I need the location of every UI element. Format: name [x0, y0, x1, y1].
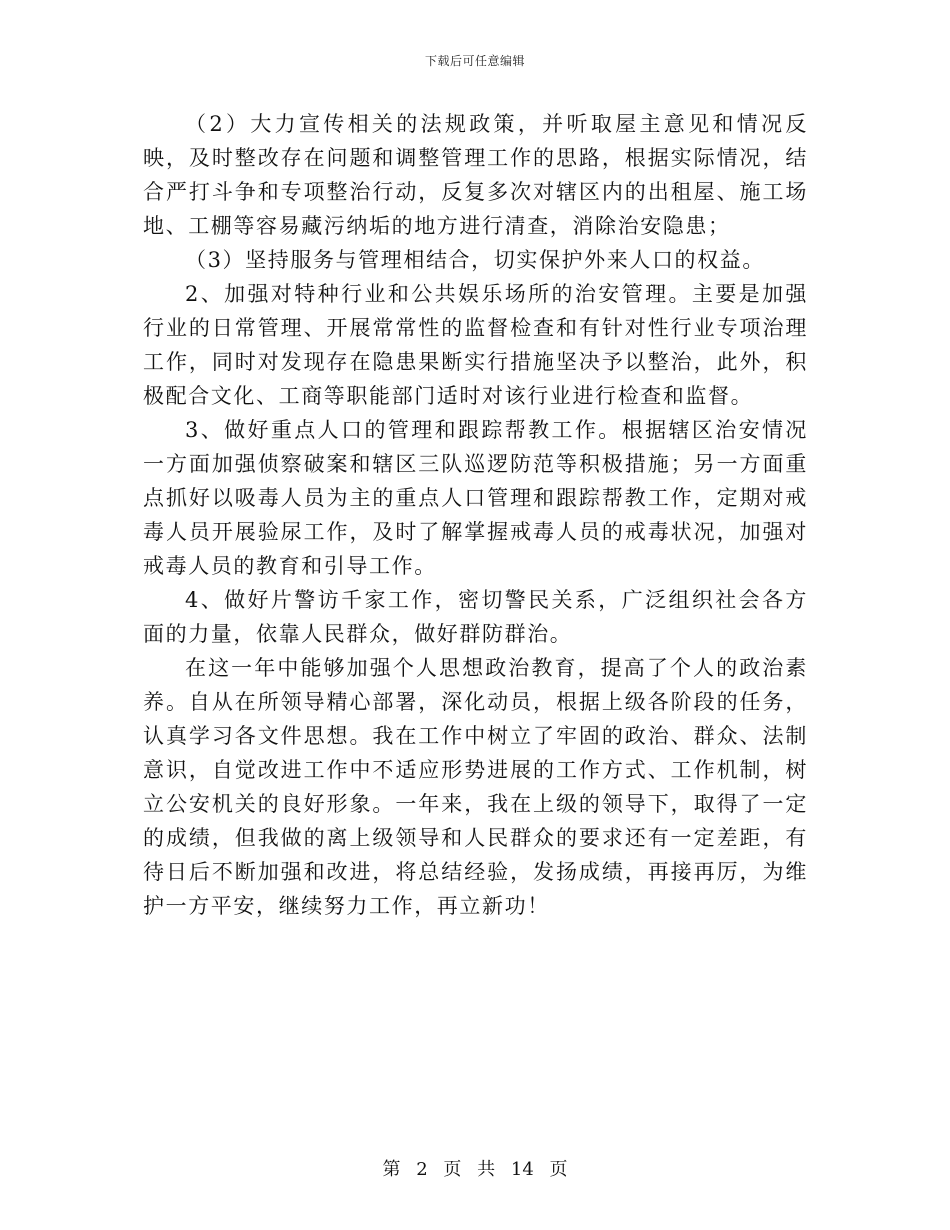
- footer-page-label: 页: [443, 1159, 462, 1180]
- paragraph-police-visits: 4、做好片警访千家工作，密切警民关系，广泛组织社会各方面的力量，依靠人民群众，做好群防群治。: [143, 588, 808, 646]
- header-note: 下载后可任意编辑: [424, 54, 525, 68]
- footer-suffix: 页: [549, 1159, 568, 1180]
- page-footer: [0, 1155, 950, 1181]
- footer-page-number: 2: [416, 1159, 428, 1180]
- footer-total-pages: 14: [510, 1159, 534, 1180]
- paragraph-special-industries: 2、加强对特种行业和公共娱乐场所的治安管理。主要是加强行业的日常管理、开展常常性的监督检查和有针对性行业专项治理工作，同时对发现存在隐患果断实行措施坚决予以整治，此外，积极配合文化、工商等职能部门适时对该行业进行检查和监督。: [143, 282, 808, 408]
- paragraph-key-population: 3、做好重点人口的管理和跟踪帮教工作。根据辖区治安情况一方面加强侦察破案和辖区三队巡逻防范等积极措施；另一方面重点抓好以吸毒人员为主的重点人口管理和跟踪帮教工作，定期对戒毒人员开展验尿工作，及时了解掌握戒毒人员的戒毒状况，加强对戒毒人员的教育和引导工作。: [143, 418, 808, 578]
- footer-prefix: 第: [382, 1159, 401, 1180]
- body-text: [143, 107, 808, 923]
- paragraph-item-2: （2）大力宣传相关的法规政策，并听取屋主意见和情况反映，及时整改存在问题和调整管理工作的思路，根据实际情况，结合严打斗争和专项整治行动，反复多次对辖区内的出租屋、施工场地、工棚等容易藏污纳垢的地方进行清查，消除治安隐患；: [143, 112, 808, 238]
- footer-total-label: 共: [477, 1159, 496, 1180]
- paragraph-summary: 在这一年中能够加强个人思想政治教育，提高了个人的政治素养。自从在所领导精心部署，深化动员，根据上级各阶段的任务，认真学习各文件思想。我在工作中树立了牢固的政治、群众、法制意识，自觉改进工作中不适应形势进展的工作方式、工作机制，树立公安机关的良好形象。一年来，我在上级的领导下，取得了一定的成绩，但我做的离上级领导和人民群众的要求还有一定差距，有待日后不断加强和改进，将总结经验，发扬成绩，再接再厉，为维护一方平安，继续努力工作，再立新功！: [143, 656, 808, 918]
- paragraph-item-3: （3）坚持服务与管理相结合，切实保护外来人口的权益。: [185, 248, 765, 272]
